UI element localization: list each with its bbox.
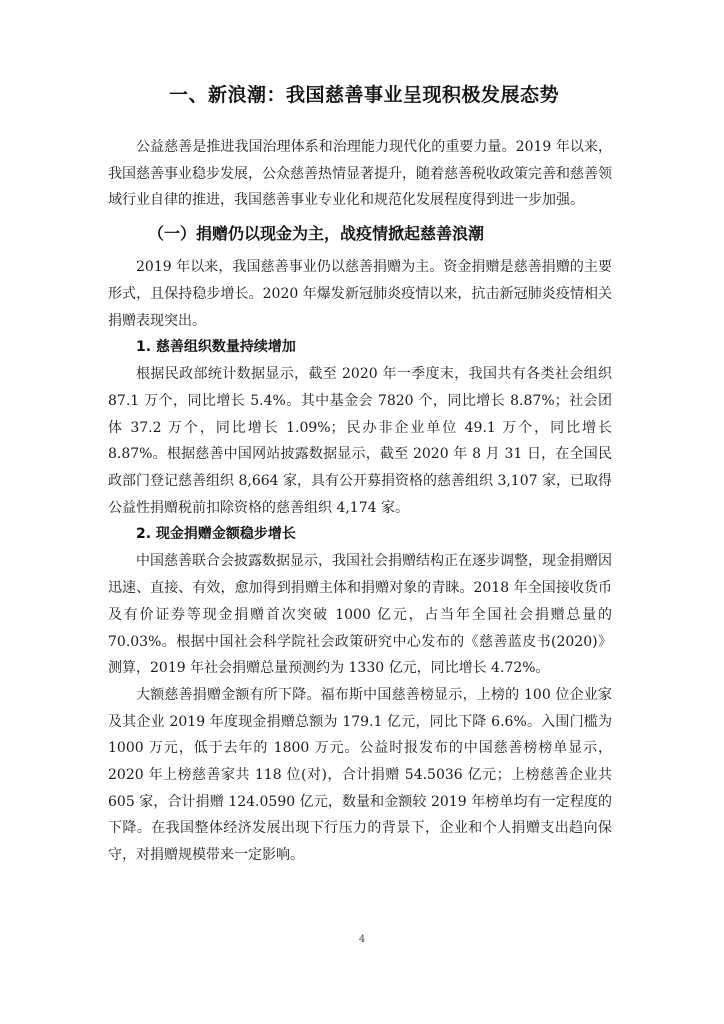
subsection-paragraph: 2019 年以来，我国慈善事业仍以慈善捐赠为主。资金捐赠是慈善捐赠的主要形式，且保持稳步增长。2020 年爆发新冠肺炎疫情以来，抗击新冠肺炎疫情相关捐赠表现突出。 (108, 259, 612, 329)
sub-heading-organizations: 1. 慈善组织数量持续增加 (136, 339, 296, 356)
section-heading-1: 一、新浪潮：我国慈善事业呈现积极发展态势 (168, 84, 559, 106)
page-number: 4 (358, 934, 366, 945)
heading1-wrapper (108, 80, 612, 110)
sub-heading-cash-donations: 2. 现金捐赠金额稳步增长 (136, 526, 296, 543)
subsection-heading-1: （一）捐赠仍以现金为主，战疫情掀起慈善浪潮 (148, 224, 485, 244)
cash-donations-paragraph-2: 大额慈善捐赠金额有所下降。福布斯中国慈善榜显示，上榜的 100 位企业家及其企业 2019 年度现金捐赠总额为 179.1 亿元，同比下降 6.6%。入围门槛为 1000 万元，低于去年的 1800 万元。公益时报发布的中国慈善榜榜单显示，2020 年上榜慈善家共 118 位(对)，合计捐赠 54.5036 亿元；上榜慈善企业共 605 家，合计捐赠 124.0590 亿元，数量和金额较 2019 年榜单均有一定程度的下降。在我国整体经济发展出现下行压力的背景下，企业和个人捐赠支出趋向保守，对捐赠规模带来一定影响。 (108, 686, 612, 864)
organizations-paragraph: 根据民政部统计数据显示，截至 2020 年一季度末，我国共有各类社会组织 87.1 万个，同比增长 5.4%。其中基金会 7820 个，同比增长 8.87%；社会团体 37.2 万个，同比增长 1.09%；民办非企业单位 49.1 万个，同比增长 8.87%。根据慈善中国网站披露数据显示，截至 2020 年 8 月 31 日，在全国民政部门登记慈善组织 8,664 家，具有公开募捐资格的慈善组织 3,107 家，已取得公益性捐赠税前扣除资格的慈善组织 4,174 家。 (108, 366, 612, 516)
page-content (108, 80, 612, 869)
cash-donations-paragraph-1: 中国慈善联合会披露数据显示，我国社会捐赠结构正在逐步调整，现金捐赠因迅速、直接、有效，愈加得到捐赠主体和捐赠对象的青睐。2018 年全国接收货币及有价证券等现金捐赠首次突破 1000 亿元，占当年全国社会捐赠总量的 70.03%。根据中国社会科学院社会政策研究中心发布的《慈善蓝皮书(2020)》测算，2019 年社会捐赠总量预测约为 1330 亿元，同比增长 4.72%。 (108, 553, 612, 677)
intro-paragraph: 公益慈善是推进我国治理体系和治理能力现代化的重要力量。2019 年以来，我国慈善事业稳步发展，公众慈善热情显著提升，随着慈善税收政策完善和慈善领域行业自律的推进，我国慈善事业专业化和规范化发展程度得到进一步加强。 (108, 139, 612, 209)
